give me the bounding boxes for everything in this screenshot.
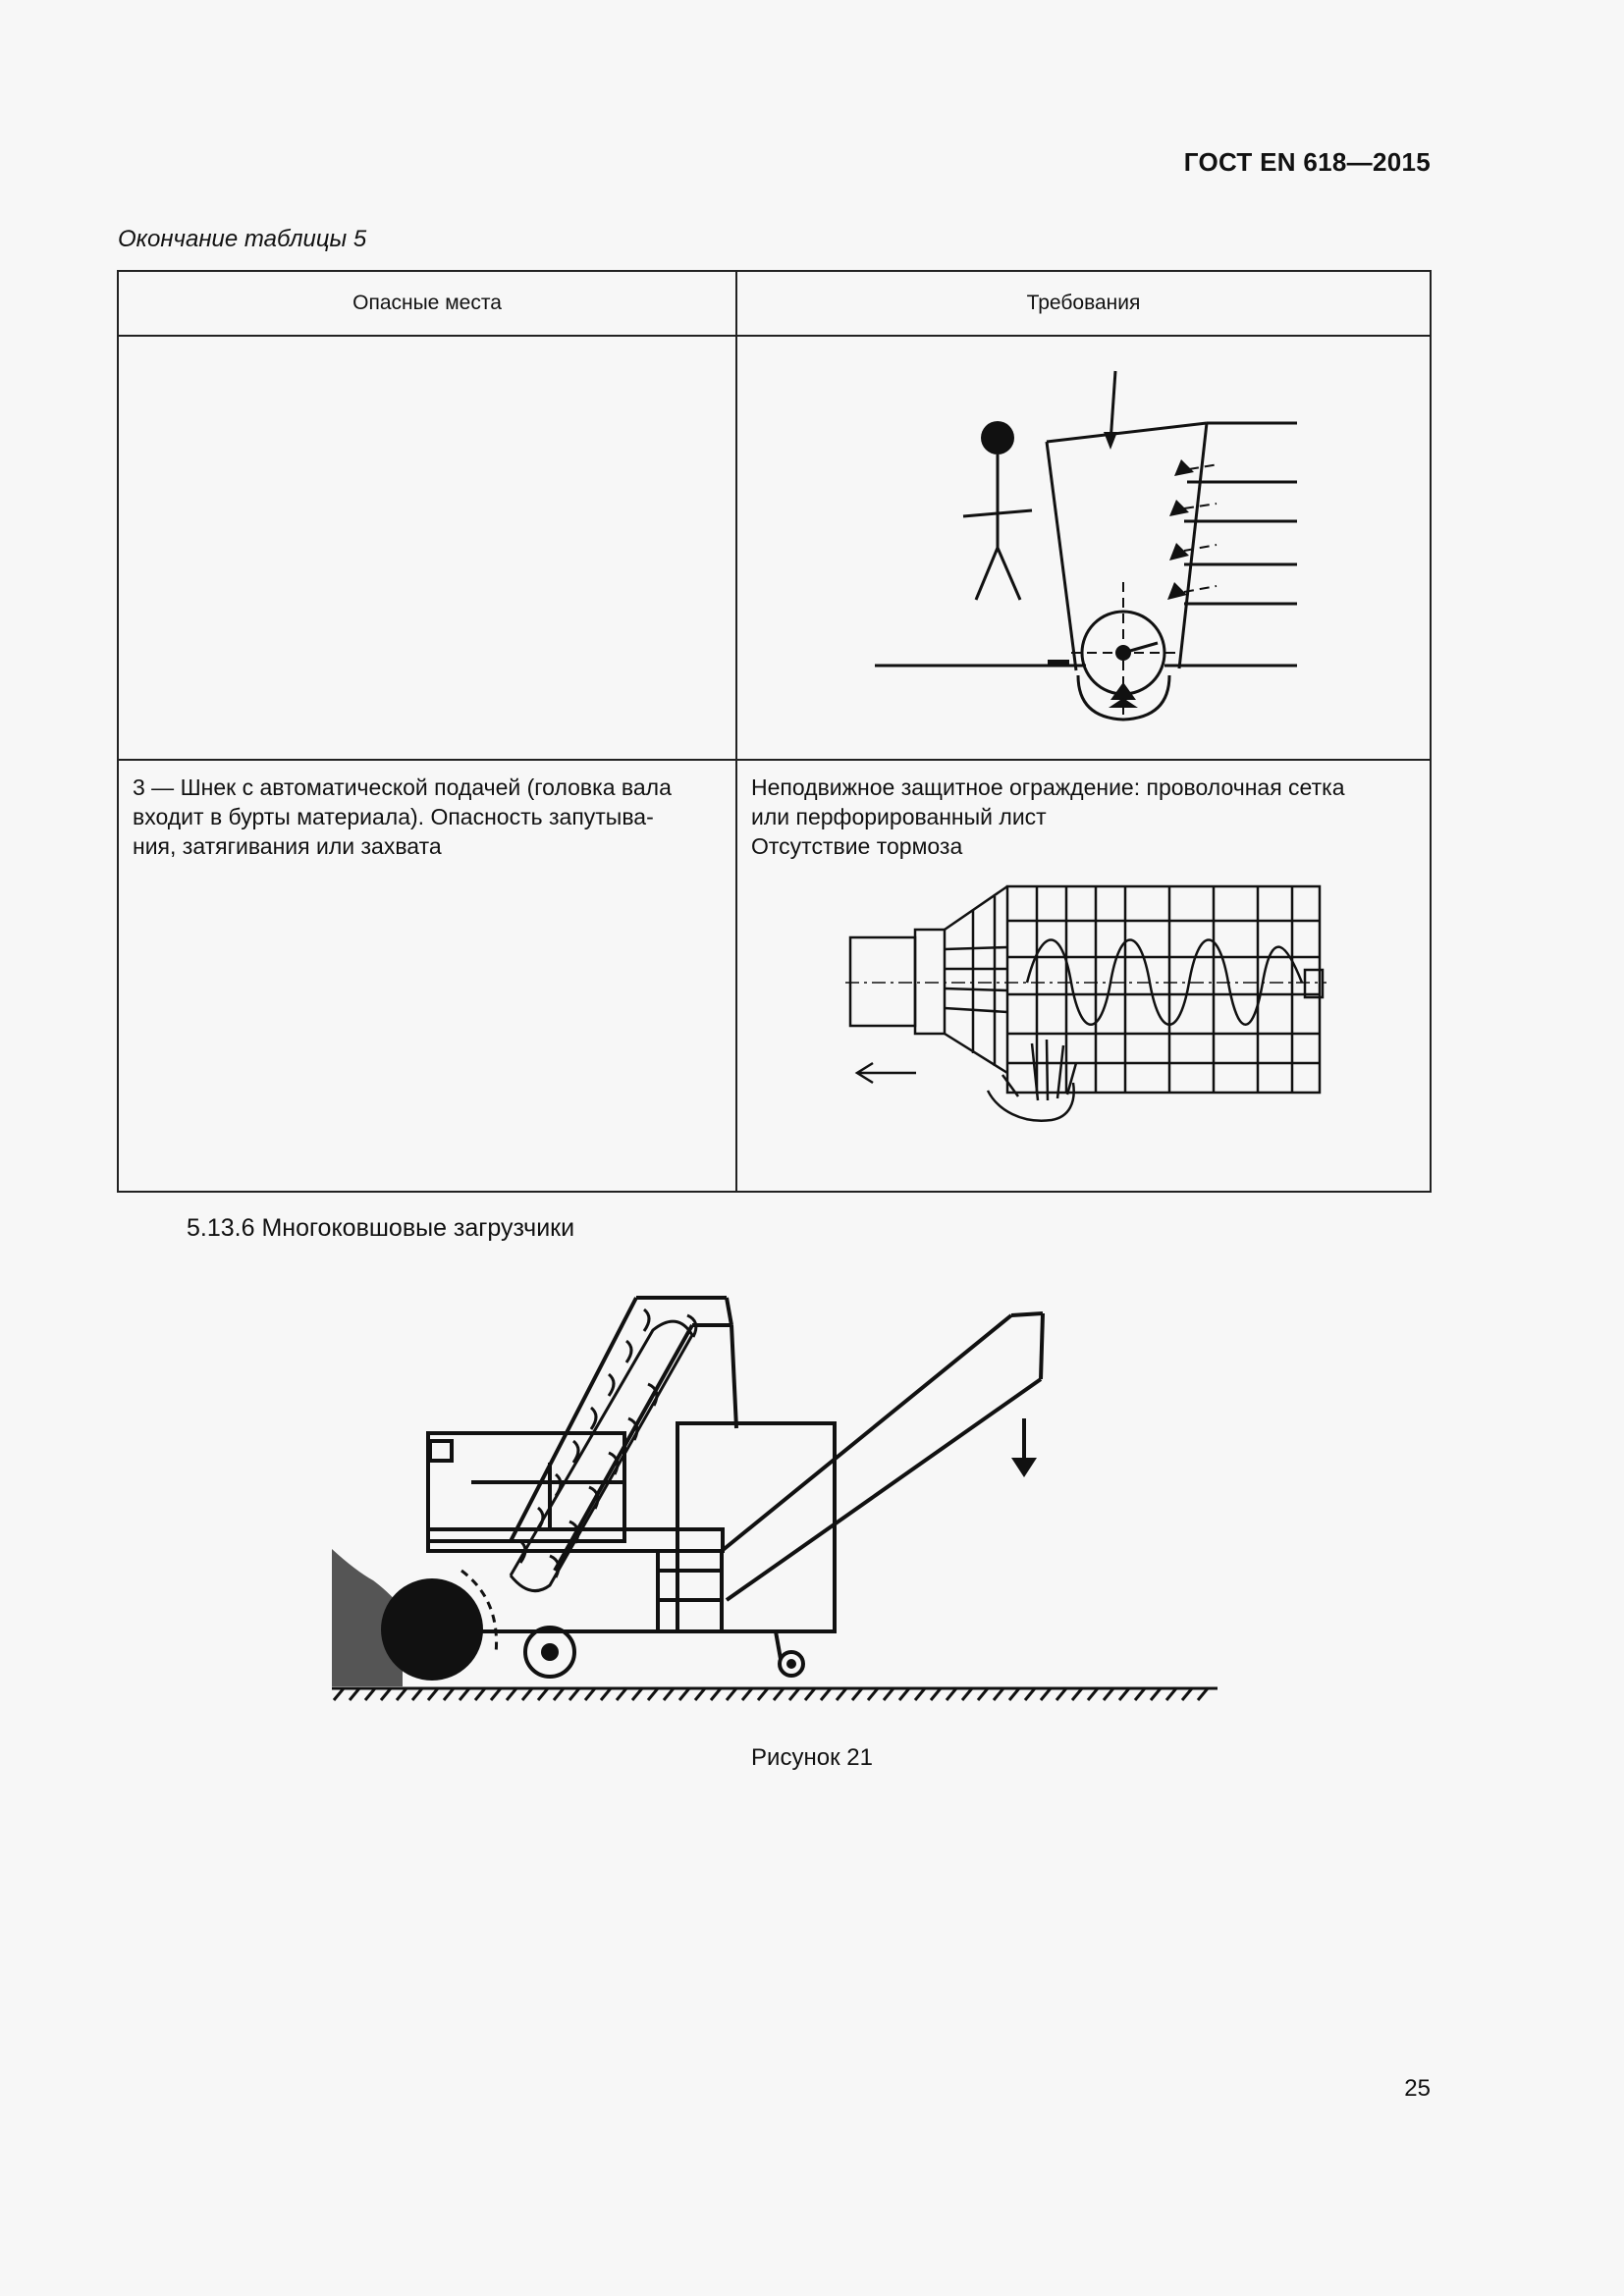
hazard-table [117,270,1432,1193]
table-row [118,336,1431,760]
cutter-drum [381,1578,483,1681]
hazard-text-line: ния, затягивания или захвата [133,833,442,859]
requirement-cell-diagram [736,336,1431,760]
table-caption: Окончание таблицы 5 [118,226,367,252]
hazard-cell-empty [118,336,736,760]
document-code: ГОСТ EN 618—2015 [1183,147,1431,177]
guarded-auger-diagram [737,867,1431,1132]
hazard-text-line: входит в бурты материала). Опасность запутыва- [133,804,654,829]
column-header-requirements: Требования [736,271,1431,336]
table-header-row [118,271,1431,336]
section-heading: 5.13.6 Многоковшовые загрузчики [187,1214,575,1242]
requirement-cell [736,760,1431,1192]
column-header-hazards: Опасные места [118,271,736,336]
figure-caption: Рисунок 21 [751,1744,873,1771]
hopper-auger-diagram [737,337,1431,754]
page-number: 25 [1404,2075,1431,2102]
requirement-text-line: Отсутствие тормоза [751,833,963,859]
hazard-text-line: 3 — Шнек с автоматической подачей (головка вала [133,774,672,800]
bucket-loader-figure [0,1276,1624,1728]
ground-hatching [334,1688,1208,1700]
hazard-cell [118,760,736,1192]
requirement-text-line: или перфорированный лист [751,804,1047,829]
requirement-text-line: Неподвижное защитное ограждение: проволочная сетка [751,774,1345,800]
table-row [118,760,1431,1192]
